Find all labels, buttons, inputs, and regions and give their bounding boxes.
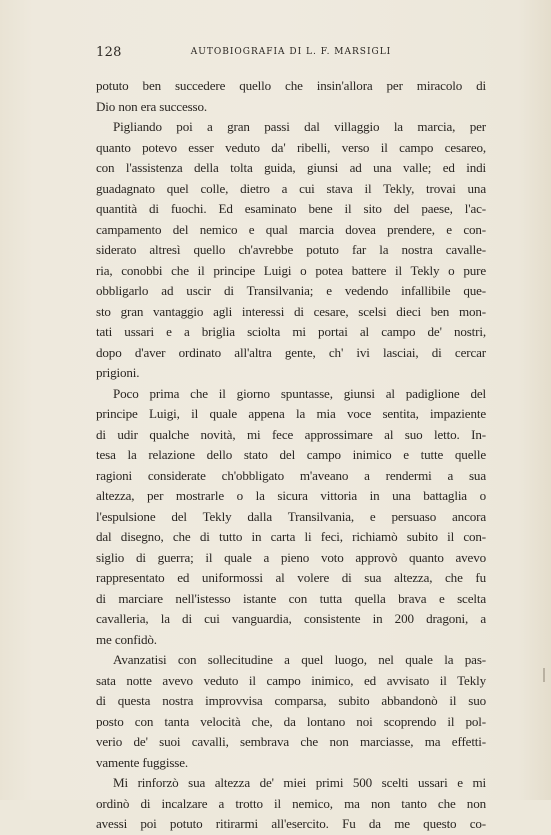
text-line: campamento del nemico e qual marcia dovea prendere, e con-	[96, 221, 486, 237]
text-line: quantità di fuochi. Ed esaminato bene il sito del paese, l'ac-	[96, 201, 486, 216]
text-line: avessi poi potuto ritirarmi all'esercito. Fu da me questo co-	[96, 816, 486, 831]
text-line: con l'assistenza della tolta guida, giunsi ad una valle; ed indi	[96, 160, 486, 175]
running-head: AUTOBIOGRAFIA DI L. F. MARSIGLI	[190, 47, 392, 57]
paragraph-first-line: Pigliando poi a gran passi dal villaggio la marcia, per	[113, 119, 486, 134]
paragraph-first-line: Mi rinforzò sua altezza de' miei primi 500 scelti ussari e mi	[113, 775, 486, 790]
text-line: di marciare nell'istesso istante con tutta quella brava e scelta	[96, 590, 486, 606]
text-line: sata notte avevo veduto il campo inimico, ed avvisato il Tekly	[96, 672, 486, 688]
text-line: cavalleria, la di cui vanguardia, consistente in 200 dragoni, a	[96, 611, 486, 626]
text-line: me confidò.	[96, 631, 157, 647]
text-line: vamente fuggisse.	[96, 754, 188, 770]
text-line: ordinò di incalzare a trotto il nemico, ma non tanto che non	[96, 795, 486, 811]
text-line: potuto ben succedere quello che insin'allora per miracolo di	[96, 78, 486, 93]
paragraph-first-line: Poco prima che il giorno spuntasse, giunsi al padiglione del	[113, 385, 486, 401]
text-line: siglio di guerra; il quale a pieno voto approvò quanto avevo	[96, 549, 486, 565]
text-line: ragioni considerate ch'obbligato m'aveano a rendermi a sua	[96, 467, 486, 483]
text-line: prigioni.	[96, 365, 140, 380]
body-text	[96, 76, 486, 835]
page-edge-mark	[543, 668, 545, 682]
text-line: tesa la relazione dello stato del campo inimico e tutte quelle	[96, 447, 486, 462]
text-line: principe Luigi, il quale appena la mia voce sentita, impaziente	[96, 406, 486, 421]
text-line: di questa nostra improvvisa comparsa, subito abbandonò il suo	[96, 693, 486, 708]
text-line: quanto potevo esser veduto da' ribelli, verso il campo cesareo,	[96, 139, 486, 155]
text-line: altezza, per mostrarle o la sicura vittoria in una battaglia o	[96, 488, 486, 503]
text-line: sto gran vantaggio agli interessi di cesare, scelsi dieci ben mon-	[96, 303, 486, 319]
text-line: verio de' suoi cavalli, sembrava che non marciasse, ma effetti-	[96, 734, 486, 749]
page-number: 128	[96, 45, 122, 60]
text-line: dal disegno, che di tutto in carta li feci, richiamò subito il con-	[96, 529, 486, 544]
text-line: tati ussari e a briglia sciolta mi portai al campo de' nostri,	[96, 324, 486, 339]
text-line: l'espulsione del Tekly dalla Transilvania, e persuaso ancora	[96, 508, 486, 524]
text-line: obbligarlo ad uscir di Transilvania; e vedendo infallibile que-	[96, 283, 486, 298]
text-line: Dio non era successo.	[96, 98, 208, 114]
text-line: posto con tanta velocità che, da lontano noi scoprendo il pol-	[96, 713, 486, 729]
text-line: siderato altresì quello ch'avrebbe potuto far la nostra cavalle-	[96, 242, 486, 257]
paragraph-first-line: Avanzatisi con sollecitudine a quel luogo, nel quale la pas-	[113, 652, 486, 667]
text-line: ria, conobbi che il principe Luigi o potea battere il Tekly o pure	[96, 262, 486, 278]
text-line: guadagnato quel colle, dietro a cui stava il Tekly, trovai una	[96, 180, 486, 196]
page-header	[96, 45, 486, 61]
text-line: di udir qualche novità, mi fece approssimare al suo letto. In-	[96, 426, 486, 442]
text-line: rappresentato ed uniformossi al volere di sua altezza, che fu	[96, 570, 486, 585]
text-line: dopo d'aver ordinato all'altra gente, ch' ivi lasciai, di cercar	[96, 344, 486, 360]
